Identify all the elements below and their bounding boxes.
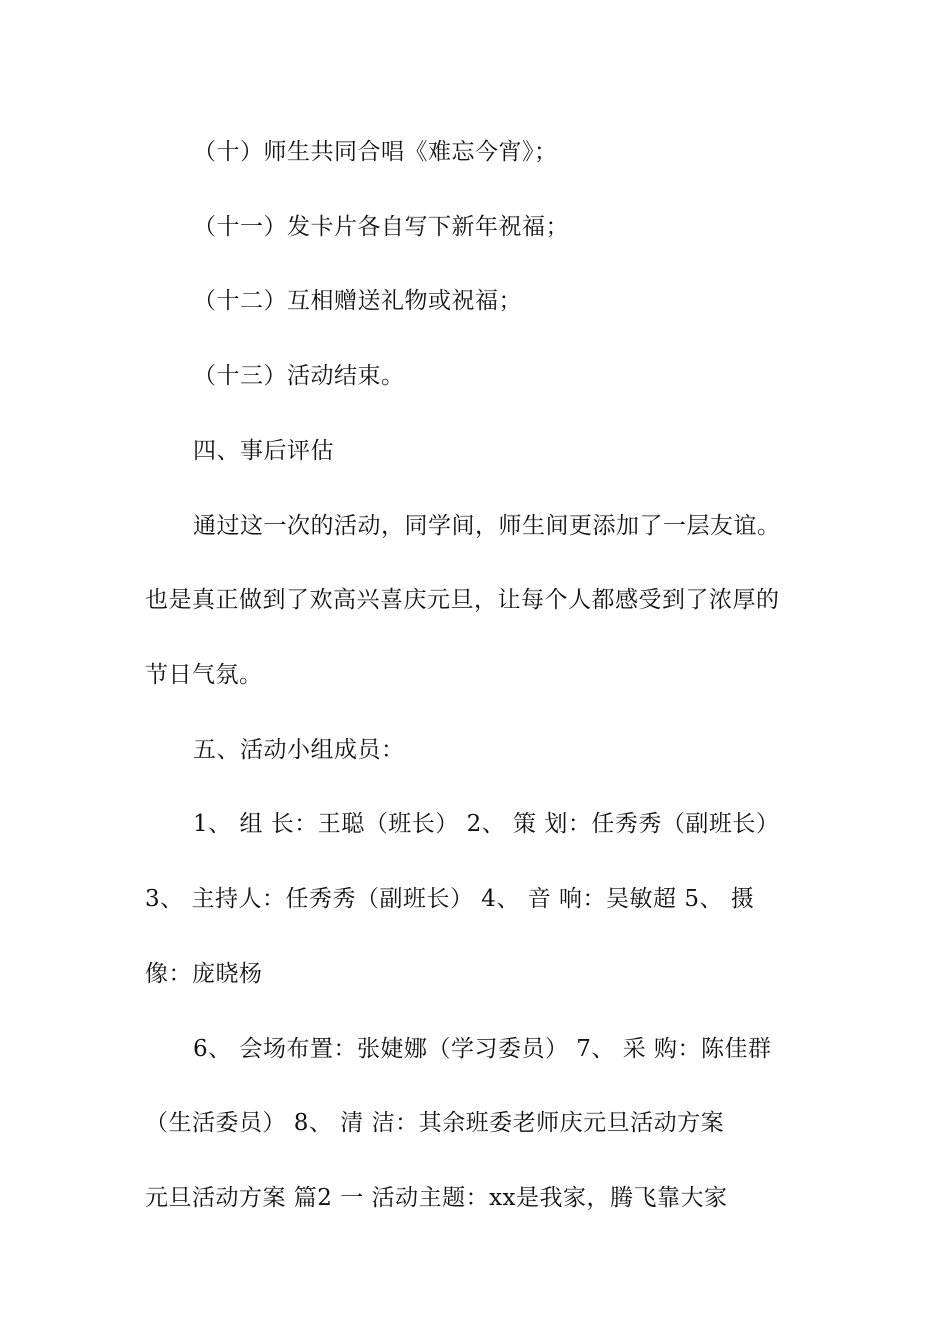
next-plan-heading: 元旦活动方案 篇2 一 活动主题：xx是我家，腾飞靠大家 xyxy=(145,1185,728,1211)
program-item-12: （十二）互相赠送礼物或祝福； xyxy=(193,288,522,314)
paragraph-line: 通过这一次的活动，同学间，师生间更添加了一层友谊。 xyxy=(193,513,781,539)
members-line: （生活委员） 8、 清 洁：其余班委老师庆元旦活动方案 xyxy=(145,1110,725,1136)
members-line: 3、 主持人：任秀秀（副班长） 4、 音 响：吴敏超 5、 摄 xyxy=(145,886,755,912)
section-heading-members: 五、活动小组成员： xyxy=(193,737,405,763)
members-line: 6、 会场布置：张婕娜（学习委员） 7、 采 购：陈佳群 xyxy=(193,1036,772,1062)
section-heading-evaluation: 四、事后评估 xyxy=(193,438,334,464)
paragraph-line: 也是真正做到了欢高兴喜庆元旦，让每个人都感受到了浓厚的 xyxy=(145,587,780,613)
program-item-10: （十）师生共同合唱《难忘今宵》； xyxy=(193,139,558,165)
members-line: 像：庞晓杨 xyxy=(145,961,263,987)
program-item-11: （十一）发卡片各自写下新年祝福； xyxy=(193,214,569,240)
program-item-13: （十三）活动结束。 xyxy=(193,363,405,389)
members-line: 1、 组 长：王聪（班长） 2、 策 划：任秀秀（副班长） xyxy=(193,811,780,837)
paragraph-line: 节日气氛。 xyxy=(145,662,263,688)
